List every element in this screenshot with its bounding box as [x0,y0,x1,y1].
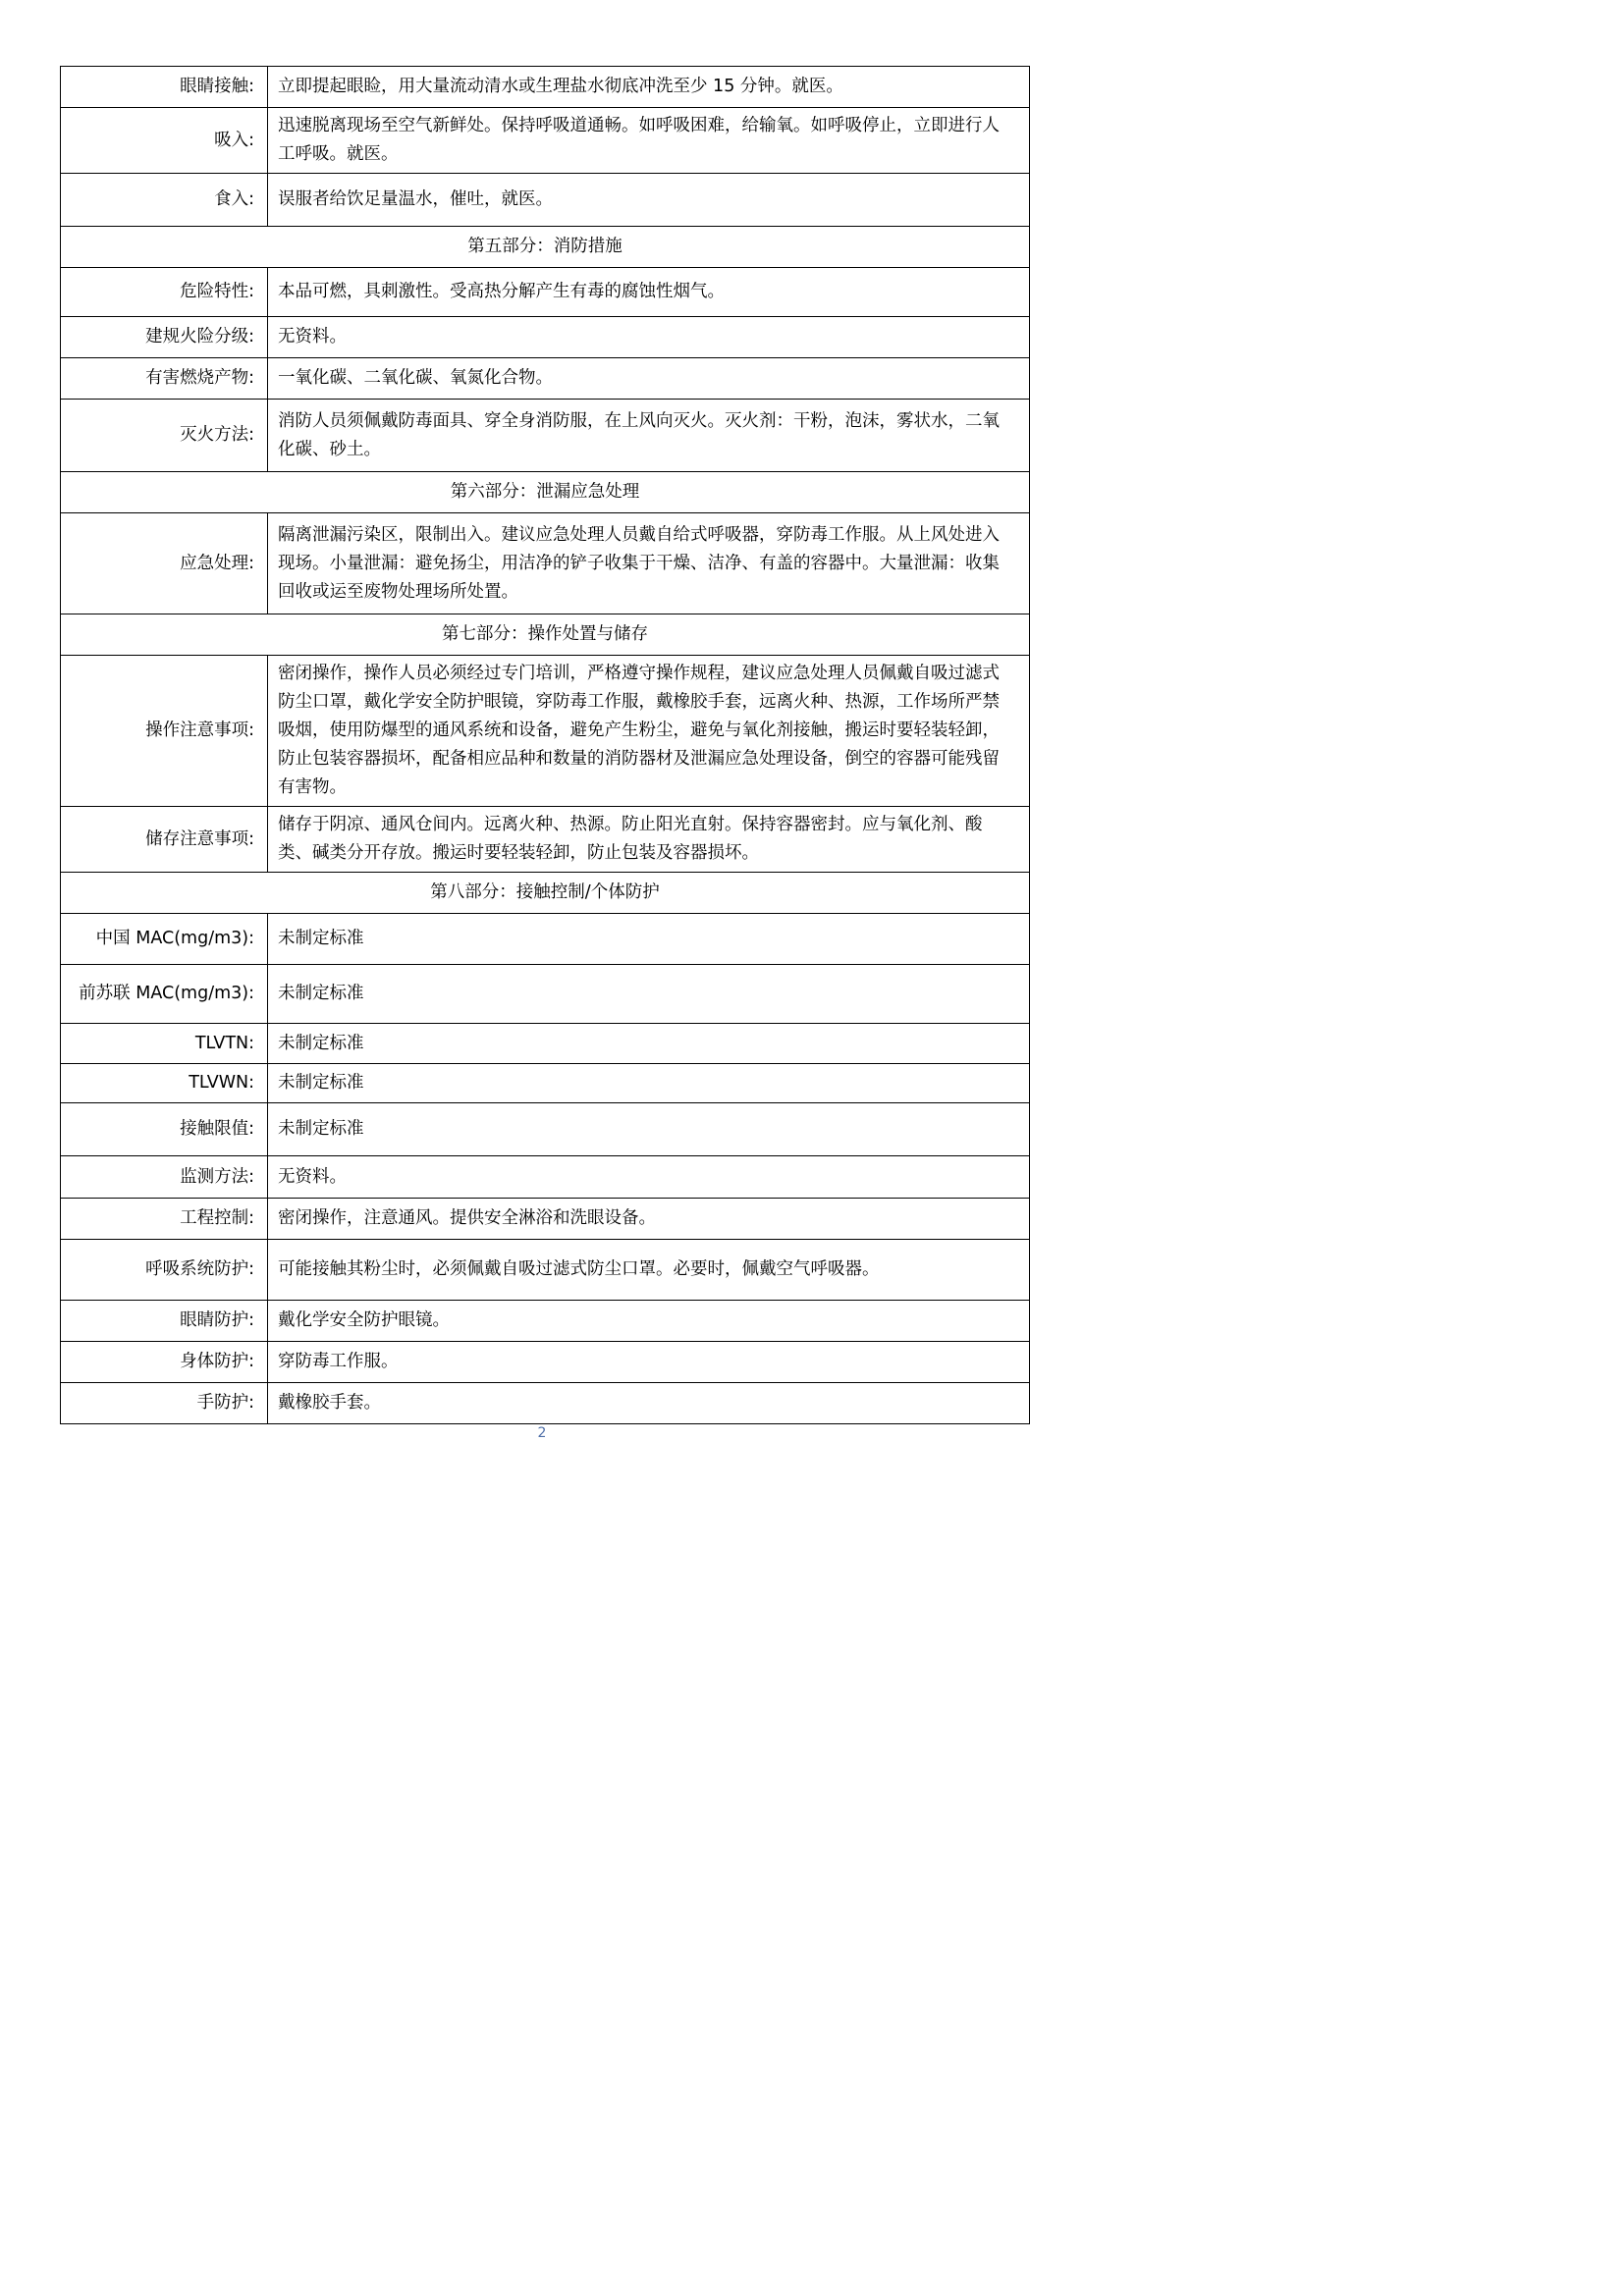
field-value-combustion-products: 一氧化碳、二氧化碳、氧氮化合物。 [268,358,1030,400]
field-value-hand-protection: 戴橡胶手套。 [268,1383,1030,1424]
table-row [61,358,1030,400]
field-value-handling-precautions: 密闭操作，操作人员必须经过专门培训，严格遵守操作规程，建议应急处理人员佩戴自吸过滤式防尘口罩，戴化学安全防护眼镜，穿防毒工作服，戴橡胶手套，远离火种、热源，工作场所严禁吸烟，使用防爆型的通风系统和设备，避免产生粉尘，避免与氧化剂接触，搬运时要轻装轻卸，防止包装容器损坏，配备相应品种和数量的消防器材及泄漏应急处理设备，倒空的容器可能残留有害物。 [268,656,1030,807]
field-label-body-protection: 身体防护: [61,1342,268,1383]
table-row [61,317,1030,358]
msds-table [60,66,1030,1424]
field-value-inhalation: 迅速脱离现场至空气新鲜处。保持呼吸道通畅。如呼吸困难，给输氧。如呼吸停止，立即进行人工呼吸。就医。 [268,108,1030,174]
section-row [61,227,1030,268]
field-value-fire-hazard-class: 无资料。 [268,317,1030,358]
field-label-hazard-characteristics: 危险特性: [61,268,268,317]
section-title-fire-fighting: 第五部分：消防措施 [61,227,1030,268]
table-row [61,1301,1030,1342]
field-value-tlvtn: 未制定标准 [268,1024,1030,1064]
field-value-respiratory-protection: 可能接触其粉尘时，必须佩戴自吸过滤式防尘口罩。必要时，佩戴空气呼吸器。 [268,1240,1030,1301]
field-value-exposure-limit: 未制定标准 [268,1103,1030,1156]
table-row [61,807,1030,873]
field-value-extinguishing-method: 消防人员须佩戴防毒面具、穿全身消防服，在上风向灭火。灭火剂：干粉，泡沫，雾状水，二氧化碳、砂土。 [268,400,1030,472]
field-label-eye-protection: 眼睛防护: [61,1301,268,1342]
field-label-exposure-limit: 接触限值: [61,1103,268,1156]
page-number: 2 [537,1425,547,1441]
field-label-eye-contact: 眼睛接触: [61,67,268,108]
field-label-hand-protection: 手防护: [61,1383,268,1424]
field-value-china-mac: 未制定标准 [268,914,1030,965]
table-row [61,513,1030,614]
section-title-handling-storage: 第七部分：操作处置与储存 [61,614,1030,656]
section-row [61,472,1030,513]
field-value-ingestion: 误服者给饮足量温水，催吐，就医。 [268,174,1030,227]
field-label-respiratory-protection: 呼吸系统防护: [61,1240,268,1301]
msds-table-body [61,67,1030,1424]
field-label-combustion-products: 有害燃烧产物: [61,358,268,400]
field-value-tlvwn: 未制定标准 [268,1064,1030,1103]
field-value-emergency-response: 隔离泄漏污染区，限制出入。建议应急处理人员戴自给式呼吸器，穿防毒工作服。从上风处进入现场。小量泄漏：避免扬尘，用洁净的铲子收集于干燥、洁净、有盖的容器中。大量泄漏：收集回收或运至废物处理场所处置。 [268,513,1030,614]
field-label-storage-precautions: 储存注意事项: [61,807,268,873]
field-label-tlvtn: TLVTN: [61,1024,268,1064]
field-label-inhalation: 吸入: [61,108,268,174]
field-label-fire-hazard-class: 建规火险分级: [61,317,268,358]
table-row [61,656,1030,807]
section-title-spill-response: 第六部分：泄漏应急处理 [61,472,1030,513]
section-title-exposure-control: 第八部分：接触控制/个体防护 [61,873,1030,914]
table-row [61,108,1030,174]
field-label-emergency-response: 应急处理: [61,513,268,614]
field-label-handling-precautions: 操作注意事项: [61,656,268,807]
table-row [61,1240,1030,1301]
field-value-monitoring-method: 无资料。 [268,1156,1030,1199]
table-row [61,67,1030,108]
section-row [61,614,1030,656]
field-label-ussr-mac: 前苏联 MAC(mg/m3): [61,965,268,1024]
field-value-eye-protection: 戴化学安全防护眼镜。 [268,1301,1030,1342]
msds-sheet [60,66,1029,1424]
field-value-storage-precautions: 储存于阴凉、通风仓间内。远离火种、热源。防止阳光直射。保持容器密封。应与氧化剂、酸类、碱类分开存放。搬运时要轻装轻卸，防止包装及容器损坏。 [268,807,1030,873]
table-row [61,400,1030,472]
table-row [61,965,1030,1024]
table-row [61,1024,1030,1064]
section-row [61,873,1030,914]
field-label-tlvwn: TLVWN: [61,1064,268,1103]
field-label-monitoring-method: 监测方法: [61,1156,268,1199]
table-row [61,174,1030,227]
field-value-ussr-mac: 未制定标准 [268,965,1030,1024]
field-value-hazard-characteristics: 本品可燃，具刺激性。受高热分解产生有毒的腐蚀性烟气。 [268,268,1030,317]
table-row [61,914,1030,965]
field-label-extinguishing-method: 灭火方法: [61,400,268,472]
table-row [61,1199,1030,1240]
field-value-eye-contact: 立即提起眼睑，用大量流动清水或生理盐水彻底冲洗至少 15 分钟。就医。 [268,67,1030,108]
table-row [61,1383,1030,1424]
table-row [61,1064,1030,1103]
field-label-china-mac: 中国 MAC(mg/m3): [61,914,268,965]
table-row [61,1156,1030,1199]
field-value-engineering-control: 密闭操作，注意通风。提供安全淋浴和洗眼设备。 [268,1199,1030,1240]
field-label-ingestion: 食入: [61,174,268,227]
table-row [61,268,1030,317]
table-row [61,1342,1030,1383]
field-label-engineering-control: 工程控制: [61,1199,268,1240]
table-row [61,1103,1030,1156]
field-value-body-protection: 穿防毒工作服。 [268,1342,1030,1383]
